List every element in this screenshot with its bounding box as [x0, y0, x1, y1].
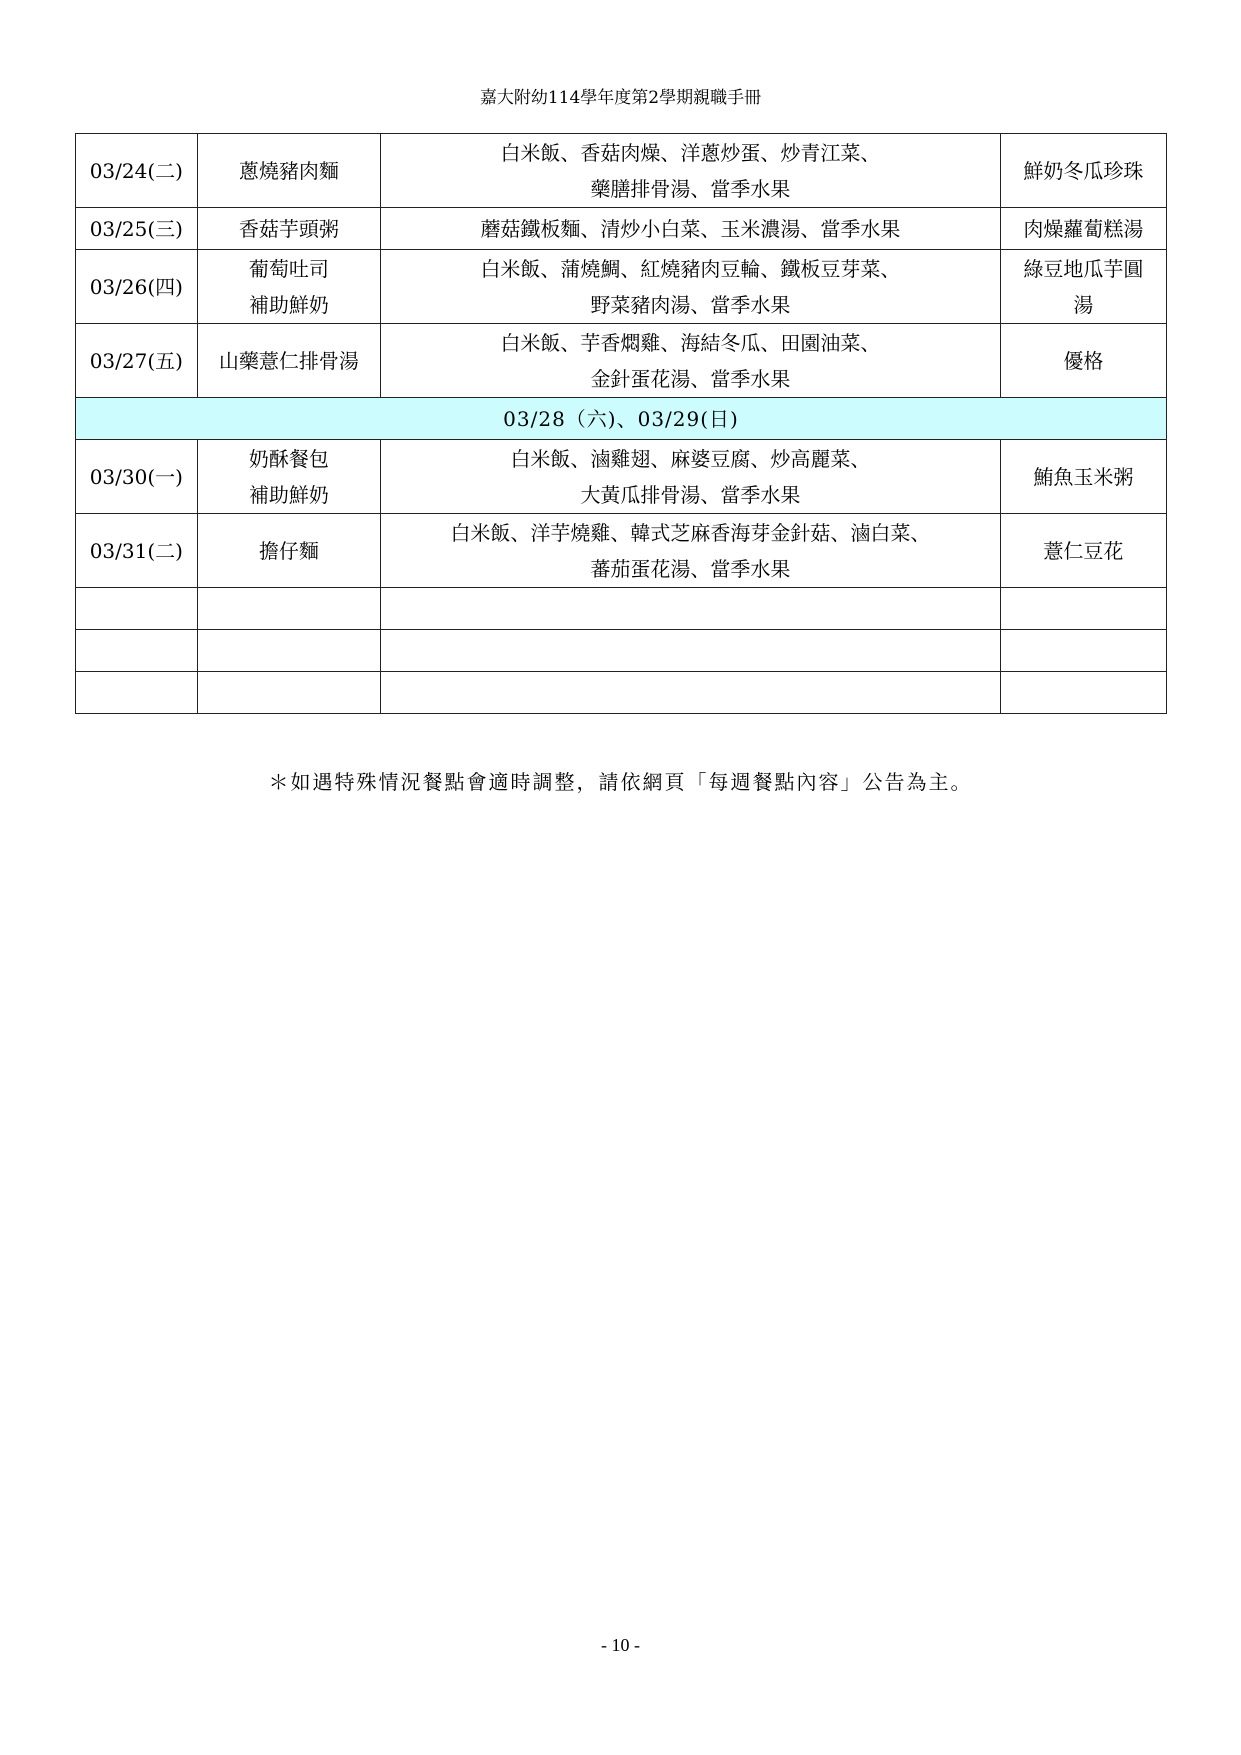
- date-cell: 03/24(二): [76, 134, 198, 208]
- lunch-line: 白米飯、滷雞翅、麻婆豆腐、炒高麗菜、: [510, 446, 871, 471]
- holiday-cell: 03/28（六)、03/29(日): [76, 398, 1167, 440]
- date-cell: 03/27(五): [76, 324, 198, 398]
- lunch-line: 白米飯、洋芋燒雞、韓式芝麻香海芽金針菇、滷白菜、: [450, 520, 931, 545]
- morning-snack-item: 補助鮮奶: [248, 482, 329, 507]
- morning-snack-item: 山藥薏仁排骨湯: [218, 348, 359, 373]
- morning-snack-cell: [197, 324, 381, 398]
- afternoon-snack-cell: [1000, 514, 1166, 588]
- afternoon-snack-item: 優格: [1063, 348, 1104, 373]
- empty-row: [76, 630, 1167, 672]
- morning-snack-cell: [197, 514, 381, 588]
- afternoon-snack-cell: [1000, 250, 1166, 324]
- lunch-cell: [381, 514, 1001, 588]
- page-number: - 10 -: [601, 1635, 640, 1655]
- morning-snack-cell: [197, 250, 381, 324]
- lunch-cell: [381, 250, 1001, 324]
- empty-cell: [76, 588, 198, 630]
- empty-cell: [381, 630, 1001, 672]
- afternoon-snack-cell: [1000, 134, 1166, 208]
- morning-snack-item: 補助鮮奶: [248, 292, 329, 317]
- empty-cell: [76, 630, 198, 672]
- afternoon-snack-cell: [1000, 324, 1166, 398]
- lunch-line: 白米飯、香菇肉燥、洋蔥炒蛋、炒青江菜、: [500, 140, 881, 165]
- morning-snack-item: 葡萄吐司: [248, 256, 329, 281]
- lunch-cell: [381, 208, 1001, 250]
- empty-cell: [1000, 630, 1166, 672]
- table-row: [76, 250, 1167, 324]
- empty-cell: [197, 672, 381, 714]
- afternoon-snack-cell: [1000, 440, 1166, 514]
- lunch-line: 大黃瓜排骨湯、當季水果: [580, 482, 801, 507]
- afternoon-snack-item: 鮪魚玉米粥: [1033, 464, 1134, 489]
- table-row: [76, 514, 1167, 588]
- empty-cell: [381, 672, 1001, 714]
- afternoon-snack-item: 肉燥蘿蔔糕湯: [1023, 216, 1144, 241]
- morning-snack-item: 蔥燒豬肉麵: [238, 158, 339, 183]
- morning-snack-item: 奶酥餐包: [248, 446, 329, 471]
- lunch-line: 蕃茄蛋花湯、當季水果: [590, 556, 791, 581]
- lunch-line: 藥膳排骨湯、當季水果: [590, 176, 791, 201]
- empty-cell: [1000, 672, 1166, 714]
- afternoon-snack-item: 鮮奶冬瓜珍珠: [1023, 158, 1144, 183]
- lunch-line: 白米飯、蒲燒鯛、紅燒豬肉豆輪、鐵板豆芽菜、: [480, 256, 901, 281]
- table-row: [76, 440, 1167, 514]
- lunch-line: 金針蛋花湯、當季水果: [590, 366, 791, 391]
- date-cell: 03/30(一): [76, 440, 198, 514]
- holiday-row: [76, 398, 1167, 440]
- afternoon-snack-cell: [1000, 208, 1166, 250]
- empty-cell: [381, 588, 1001, 630]
- lunch-line: 野菜豬肉湯、當季水果: [590, 292, 791, 317]
- empty-cell: [76, 672, 198, 714]
- lunch-line: 白米飯、芋香燜雞、海結冬瓜、田園油菜、: [500, 330, 881, 355]
- morning-snack-cell: [197, 440, 381, 514]
- date-cell: 03/25(三): [76, 208, 198, 250]
- morning-snack-item: 擔仔麵: [258, 538, 319, 563]
- date-cell: 03/26(四): [76, 250, 198, 324]
- table-row: [76, 208, 1167, 250]
- morning-snack-cell: [197, 208, 381, 250]
- afternoon-snack-item: 薏仁豆花: [1043, 538, 1124, 563]
- date-cell: 03/31(二): [76, 514, 198, 588]
- menu-table: [75, 133, 1167, 714]
- empty-row: [76, 588, 1167, 630]
- empty-cell: [1000, 588, 1166, 630]
- document-header: 嘉大附幼114學年度第2學期親職手冊: [479, 88, 762, 108]
- lunch-cell: [381, 324, 1001, 398]
- morning-snack-item: 香菇芋頭粥: [238, 216, 339, 241]
- table-row: [76, 134, 1167, 208]
- afternoon-snack-item: 湯: [1073, 292, 1094, 317]
- lunch-line: 蘑菇鐵板麵、清炒小白菜、玉米濃湯、當季水果: [480, 216, 901, 241]
- table-row: [76, 324, 1167, 398]
- lunch-cell: [381, 440, 1001, 514]
- empty-cell: [197, 630, 381, 672]
- footer-note: ＊如遇特殊情況餐點會適時調整，請依網頁「每週餐點內容」公告為主。: [268, 770, 973, 794]
- lunch-cell: [381, 134, 1001, 208]
- afternoon-snack-item: 綠豆地瓜芋圓: [1023, 256, 1144, 281]
- morning-snack-cell: [197, 134, 381, 208]
- empty-row: [76, 672, 1167, 714]
- empty-cell: [197, 588, 381, 630]
